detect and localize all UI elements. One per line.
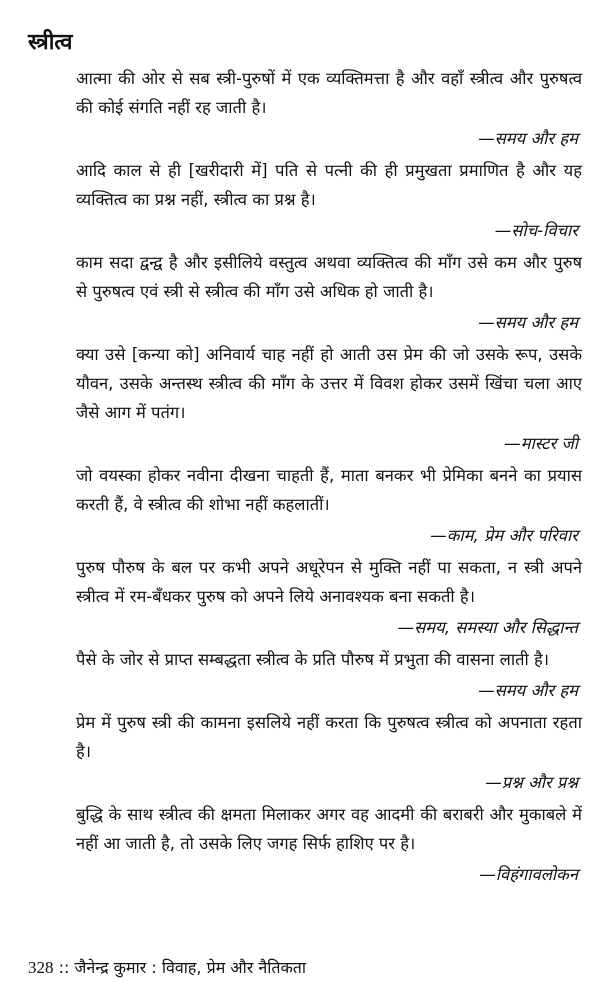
quote-entry <box>76 800 582 889</box>
quote-source: —समय और हम <box>478 313 578 332</box>
quote-entry <box>76 553 582 642</box>
quote-entry <box>76 461 582 550</box>
quote-entry <box>76 248 582 337</box>
quote-text: आदि काल से ही [खरीदारी में] पति से पत्नी की ही प्रमुखता प्रमाणित है और यह व्यक्तित्व का प्रश्न नहीं, स्त्रीत्व का प्रश्न है। <box>76 161 582 209</box>
footer-separator: :: <box>58 958 70 977</box>
quote-source: —विहंगावलोकन <box>479 865 578 884</box>
quote-text: जो वयस्का होकर नवीना दीखना चाहती हैं, माता बनकर भी प्रेमिका बनने का प्रयास करती हैं, वे स्त्रीत्व की शोभा नहीं कहलातीं। <box>76 466 582 514</box>
quote-source: —सोच-विचार <box>494 221 578 240</box>
quote-text: पुरुष पौरुष के बल पर कभी अपने अधूरेपन से मुक्ति नहीं पा सकता, न स्त्री अपने स्त्रीत्व में रम-बँधकर पुरुष को अपने लिये अनावश्यक बना सकती है। <box>76 558 582 606</box>
quote-source: —समय और हम <box>478 129 578 148</box>
quote-source: —समय और हम <box>478 681 578 700</box>
quote-source: —मास्टर जी <box>504 434 578 453</box>
quote-entry <box>76 645 582 705</box>
quote-text: क्या उसे [कन्या को] अनिवार्य चाह नहीं हो आती उस प्रेम की जो उसके रूप, उसके यौवन, उसके अन्तस्थ स्त्रीत्व की माँग के उत्तर में विवश होकर उसमें खिंचा चला आए जैसे आग में पतंग। <box>76 345 582 422</box>
quote-list <box>76 64 582 892</box>
quote-text: प्रेम में पुरुष स्त्री की कामना इसलिये नहीं करता कि पुरुषत्व स्त्रीत्व को अपनाता रहता है। <box>76 713 582 761</box>
quote-entry <box>76 340 582 458</box>
page-footer <box>28 955 306 981</box>
quote-text: बुद्धि के साथ स्त्रीत्व की क्षमता मिलाकर अगर वह आदमी की बराबरी और मुकाबले में नहीं आ जाती है, तो उसके लिए जगह सिर्फ हाशिए पर है। <box>76 805 582 853</box>
running-title: जैनेन्द्र कुमार : विवाह, प्रेम और नैतिकता <box>74 958 307 977</box>
quote-entry <box>76 64 582 153</box>
quote-entry <box>76 156 582 245</box>
quote-source: —समय, समस्या और सिद्धान्त <box>397 618 578 637</box>
quote-entry <box>76 708 582 797</box>
quote-source: —काम, प्रेम और परिवार <box>430 526 578 545</box>
quote-text: पैसे के जोर से प्राप्त सम्बद्धता स्त्रीत्व के प्रति पौरुष में प्रभुता की वासना लाती है। <box>76 650 550 669</box>
quote-text: काम सदा द्वन्द्व है और इसीलिये वस्तुत्व अथवा व्यक्तित्व की माँग उसे कम और पुरुष से पुरुषत्व एवं स्त्री से स्त्रीत्व की माँग उसे अधिक हो जाती है। <box>76 253 582 301</box>
quote-text: आत्मा की ओर से सब स्त्री-पुरुषों में एक व्यक्तिमत्ता है और वहाँ स्त्रीत्व और पुरुषत्व की कोई संगति नहीं रह जाती है। <box>76 69 582 117</box>
quote-source: —प्रश्न और प्रश्न <box>485 773 578 792</box>
section-heading: स्त्रीत्व <box>28 30 73 55</box>
page-number: 328 <box>28 958 54 977</box>
